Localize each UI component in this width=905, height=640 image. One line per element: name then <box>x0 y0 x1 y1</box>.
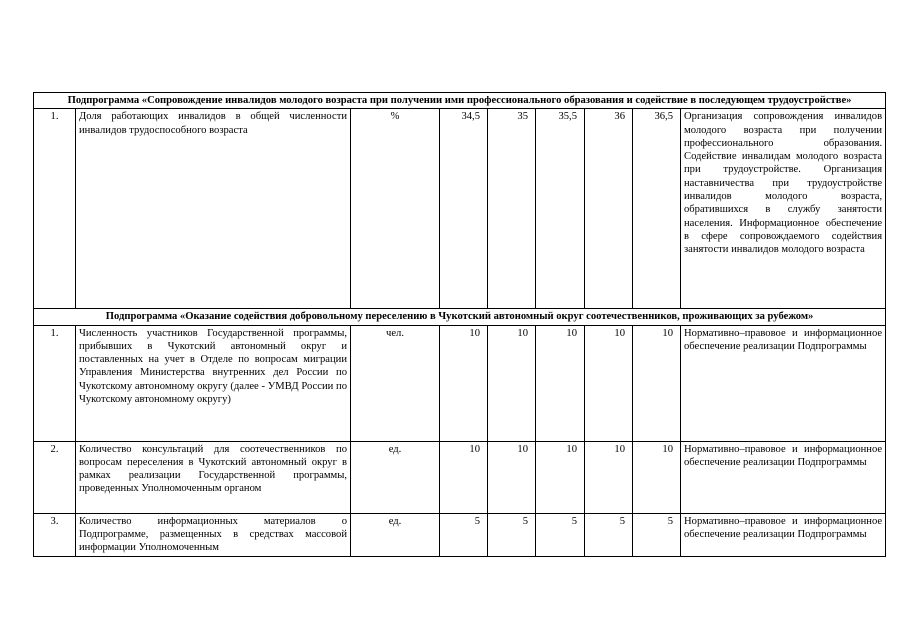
value-cell: 34,5 <box>440 109 488 309</box>
value-cell: 5 <box>633 513 681 556</box>
value-cell: 5 <box>536 513 585 556</box>
row-number: 3. <box>34 513 76 556</box>
value-cell: 10 <box>488 441 536 513</box>
value-cell: 5 <box>488 513 536 556</box>
section-header-row <box>34 93 886 109</box>
indicator-name: Численность участников Государственной программы, прибывших в Чукотский автономный округ и поставленных на учет в Отделе по вопросам миграции Управления Министерства внутренних дел России по Чукотскому автономному округу (далее - УМВД России по Чукотскому автономному округу) <box>76 325 351 441</box>
indicator-text: Количество информационных материалов о Подпрограмме, размещенных в средствах массовой информации Уполномоченным <box>79 515 347 554</box>
section-title: Подпрограмма «Сопровождение инвалидов молодого возраста при получении ими профессионального образования и содействие в последующем трудоустройстве» <box>34 93 886 109</box>
measures-cell: Нормативно–правовое и информационное обеспечение реализации Подпрограммы <box>681 325 886 441</box>
row-number: 1. <box>34 325 76 441</box>
unit-cell: ед. <box>351 441 440 513</box>
value-cell: 10 <box>488 325 536 441</box>
unit-cell: ед. <box>351 513 440 556</box>
table-row <box>34 513 886 556</box>
row-number: 2. <box>34 441 76 513</box>
indicator-name <box>76 513 351 556</box>
section-header-row <box>34 309 886 325</box>
indicator-name: Количество консультаций для соотечественников по вопросам переселения в Чукотский автономный округ в рамках реализации Государственной программы, проведенных Уполномоченным органом <box>76 441 351 513</box>
value-cell: 10 <box>633 325 681 441</box>
measures-cell: Нормативно–правовое и информационное обеспечение реализации Подпрограммы <box>681 513 886 556</box>
value-cell: 10 <box>536 325 585 441</box>
value-cell: 10 <box>585 441 633 513</box>
measures-cell: Организация сопровождения инвалидов молодого возраста при получении профессионального образования. Содействие инвалидам молодого возраста при трудоустройстве. Организация наставничества при трудоустройстве инвалидов молодого возраста, обратившихся в службу занятости населения. Информационное обеспечение в сфере сопровождаемого содействия занятости инвалидов молодого возраста <box>681 109 886 309</box>
section-title: Подпрограмма «Оказание содействия добровольному переселению в Чукотский автономный округ соотечественников, проживающих за рубежом» <box>34 309 886 325</box>
table-row <box>34 441 886 513</box>
value-cell: 5 <box>440 513 488 556</box>
value-cell: 10 <box>440 441 488 513</box>
table-row <box>34 109 886 309</box>
value-cell: 36,5 <box>633 109 681 309</box>
value-cell: 35,5 <box>536 109 585 309</box>
unit-cell: % <box>351 109 440 309</box>
value-cell: 10 <box>440 325 488 441</box>
row-number: 1. <box>34 109 76 309</box>
unit-cell: чел. <box>351 325 440 441</box>
indicators-table <box>33 92 886 557</box>
value-cell: 5 <box>585 513 633 556</box>
value-cell: 10 <box>536 441 585 513</box>
value-cell: 36 <box>585 109 633 309</box>
indicator-name: Доля работающих инвалидов в общей численности инвалидов трудоспособного возраста <box>76 109 351 309</box>
table-row <box>34 325 886 441</box>
value-cell: 10 <box>585 325 633 441</box>
measures-cell: Нормативно–правовое и информационное обеспечение реализации Подпрограммы <box>681 441 886 513</box>
value-cell: 10 <box>633 441 681 513</box>
value-cell: 35 <box>488 109 536 309</box>
